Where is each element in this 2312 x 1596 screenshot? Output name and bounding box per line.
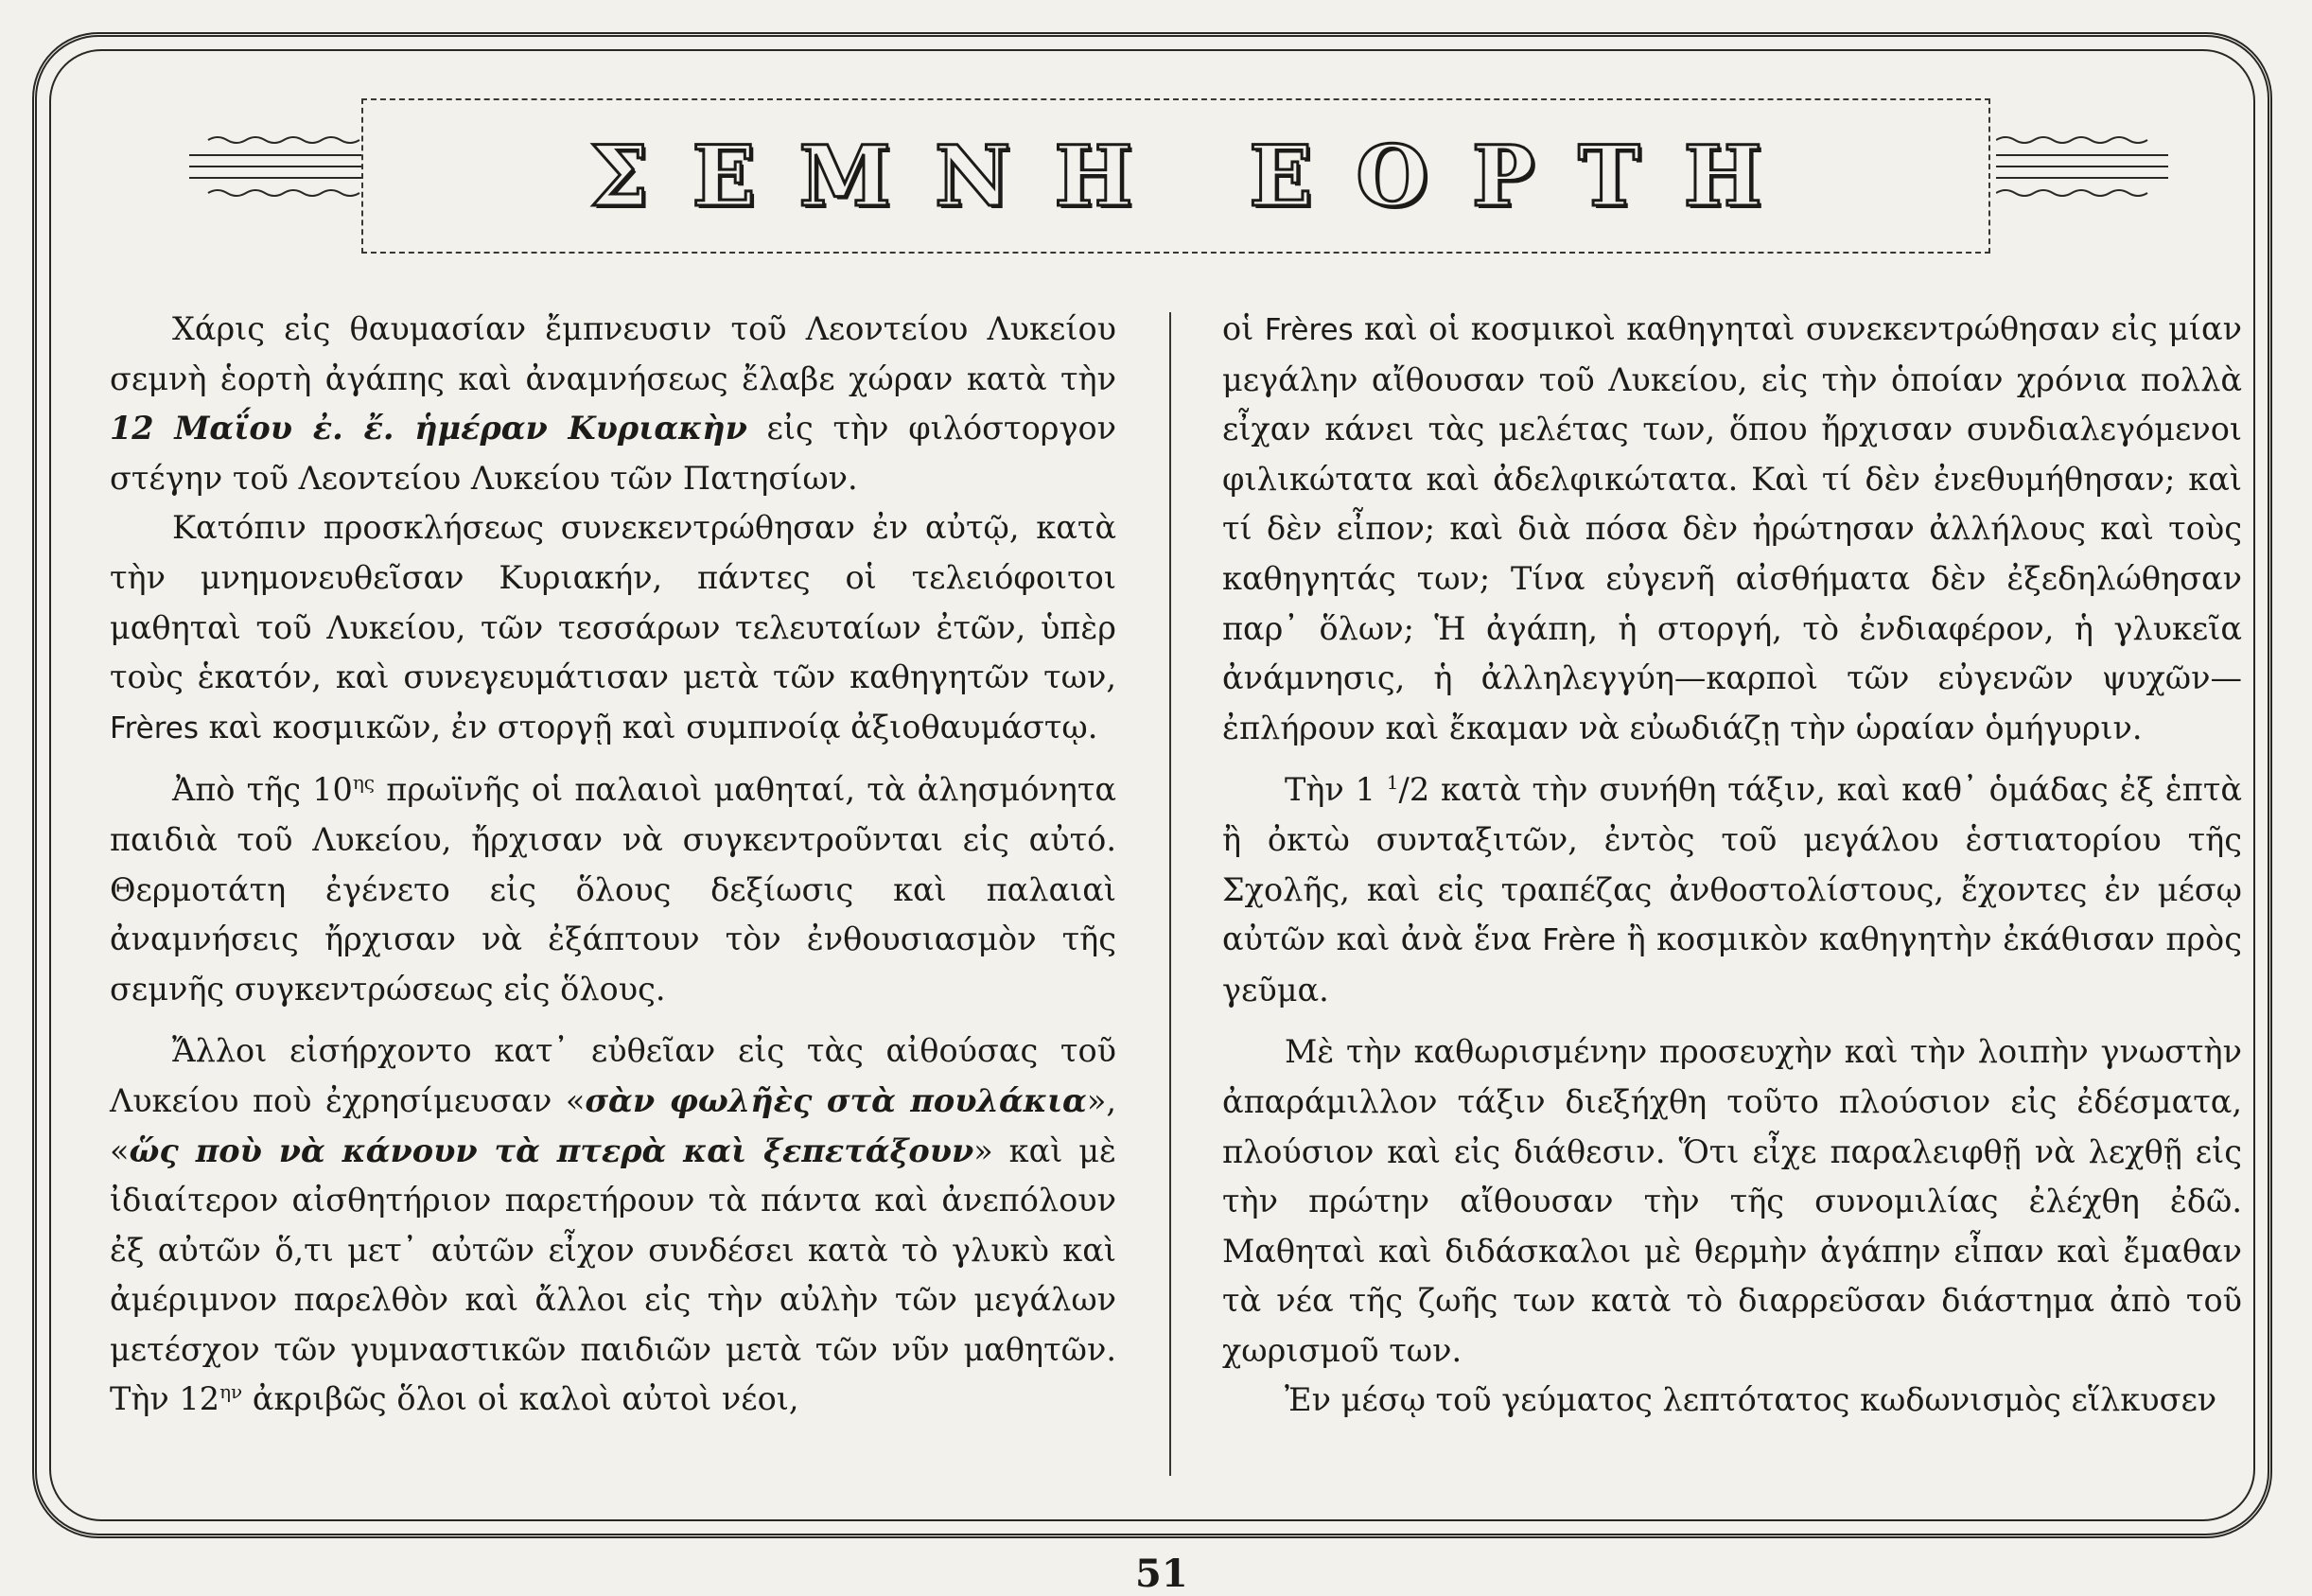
page-number: 51: [1135, 1552, 1188, 1596]
superscript: 1: [1386, 771, 1399, 795]
paragraph: [1222, 765, 2242, 1015]
paragraph: [110, 765, 1116, 1014]
page-title: ΣΕΜΝΗ ΕΟΡΤΗ: [589, 127, 1806, 225]
text-run: ἀκριβῶς ὅλοι οἱ καλοὶ αὐτοὶ νέοι,: [242, 1380, 799, 1418]
text-run: Ἄλλοι εἰσήρχοντο κατ᾽ εὐθεῖαν εἰς τὰς αἰθούσας τοῦ Λυκείου ποὺ ἐχρησίμευσαν «: [110, 1032, 1116, 1119]
paragraph: Ἐν μέσῳ τοῦ γεύματος λεπτότατος κωδωνισμὸς εἵλκυσεν: [1285, 1381, 2217, 1419]
text-run: », «: [110, 1081, 1116, 1169]
text-run: εἰς τὴν φιλόστοργον στέγην τοῦ Λεοντείου Λυκείου τῶν Πατησίων.: [110, 410, 1117, 497]
text-run: Ἀπὸ τῆς 10: [172, 771, 353, 809]
superscript: ην: [219, 1380, 243, 1404]
paragraph: [110, 305, 1116, 503]
right-column: [1222, 305, 2242, 1426]
paragraph: [110, 503, 1116, 753]
text-run: » καὶ μὲ ἰδιαίτερον αἰσθητήριον παρετήρουν τὰ πάντα καὶ ἀνεπόλουν ἐξ αὐτῶν ὅ,τι μετ᾽ αὐτῶν εἶχον συνδέσει κατὰ τὸ γλυκὺ καὶ ἀμέριμνον παρελθὸν καὶ ἄλλοι εἰς τὴν αὐλὴν τῶν μεγάλων μετέσχον τῶν γυμναστικῶν παιδιῶν μετὰ τῶν νῦν μαθητῶν. Τὴν 12: [110, 1131, 1116, 1418]
text-run-latin: Frère: [1542, 923, 1617, 958]
superscript: ης: [352, 771, 376, 795]
emphasis-quote: σὰν φωλῆὲς στὰ πουλάκια: [585, 1081, 1087, 1119]
column-divider: [1169, 312, 1171, 1476]
left-column: [110, 305, 1116, 1425]
text-run: Τὴν 1: [1285, 771, 1387, 809]
text-run: καὶ οἱ κοσμικοὶ καθηγηταὶ συνεκεντρώθησαν εἰς μίαν μεγάλην αἴθουσαν τοῦ Λυκείου, εἰς τὴν ὁποίαν χρόνια πολλὰ εἶχαν κάνει τὰς μελέτας των, ὅπου ἤρχισαν συνδιαλεγόμενοι φιλικώτατα καὶ ἀδελφικώτατα. Καὶ τί δὲν ἐνεθυμήθησαν; καὶ τί δὲν εἶπον; καὶ διὰ πόσα δὲν ἠρώτησαν ἀλλήλους καὶ τοὺς καθηγητάς των; Τίνα εὐγενῆ αἰσθήματα δὲν ἐξεδηλώθησαν παρ᾽ ὅλων; Ἡ ἀγάπη, ἡ στοργή, τὸ ἐνδιαφέρον, ἡ γλυκεῖα ἀνάμνησις, ἡ ἀλληλεγγύη—καρποὶ τῶν εὐγενῶν ψυχῶν—ἐπλήρουν καὶ ἔκαμαν νὰ εὐωδιάζῃ τὴν ὡραίαν ὁμήγυριν.: [1222, 310, 2242, 746]
title-box: [361, 98, 1990, 254]
paragraph: Μὲ τὴν καθωρισμένην προσευχὴν καὶ τὴν λοιπὴν γνωστὴν ἀπαράμιλλον τάξιν διεξήχθη τοῦτο πλούσιον εἰς ἐδέσματα, πλούσιον καὶ εἰς διάθεσιν. Ὅτι εἶχε παραλειφθῇ νὰ λεχθῇ εἰς τὴν πρώτην αἴθουσαν τὴν τῆς συνομιλίας ἐλέχθη ἐδῶ. Μαθηταὶ καὶ διδάσκαλοι μὲ θερμὴν ἀγάπην εἶπαν καὶ ἔμαθαν τὰ νέα τῆς ζωῆς των κατὰ τὸ διαρρεῦσαν διάστημα ἀπὸ τοῦ χωρισμοῦ των.: [1222, 1033, 2242, 1369]
text-run: οἱ: [1222, 310, 1265, 347]
emphasis-date: 12 Μαΐου ἐ. ἔ. ἡμέραν Κυριακὴν: [110, 410, 747, 447]
paragraph: [110, 1026, 1116, 1425]
emphasis-quote: ὥς ποὺ νὰ κάνουν τὰ πτερὰ καὶ ξεπετάξουν: [129, 1131, 974, 1169]
text-run: καὶ κοσμικῶν, ἐν στοργῇ καὶ συμπνοίᾳ ἀξιοθαυμάστῳ.: [199, 708, 1098, 745]
text-run: Χάρις εἰς θαυμασίαν ἔμπνευσιν τοῦ Λεοντείου Λυκείου σεμνὴ ἑορτὴ ἀγάπης καὶ ἀναμνήσεως ἔλαβε χώραν κατὰ τὴν: [110, 310, 1116, 397]
text-run: /2 κατὰ τὴν συνήθη τάξιν, καὶ καθ᾽ ὁμάδας ἐξ ἑπτὰ ἢ ὀκτὼ συνταξιτῶν, ἐντὸς τοῦ μεγάλου ἑστιατορίου τῆς Σχολῆς, καὶ εἰς τραπέζας ἀνθοστολίστους, ἔχοντες ἐν μέσῳ αὐτῶν καὶ ἀνὰ ἕνα: [1222, 771, 2242, 958]
paragraph: [1222, 305, 2242, 753]
title-ornament-right: [1996, 123, 2168, 218]
text-run: ἢ κοσμικὸν καθηγητὴν ἐκάθισαν πρὸς γεῦμα.: [1222, 921, 2242, 1008]
text-run: Κατόπιν προσκλήσεως συνεκεντρώθησαν ἐν αὐτῷ, κατὰ τὴν μνημονευθεῖσαν Κυριακήν, πάντες οἱ τελειόφοιτοι μαθηταὶ τοῦ Λυκείου, τῶν τεσσάρων τελευταίων ἐτῶν, ὑπὲρ τοὺς ἑκατόν, καὶ συνεγευμάτισαν μετὰ τῶν καθηγητῶν των,: [110, 509, 1116, 696]
text-run-latin: Frères: [110, 710, 199, 745]
title-ornament-left: [189, 123, 361, 218]
text-run-latin: Frères: [1264, 313, 1354, 347]
text-run: πρωϊνῆς οἱ παλαιοὶ μαθηταί, τὰ ἀλησμόνητα παιδιὰ τοῦ Λυκείου, ἤρχισαν νὰ συγκεντροῦνται εἰς αὐτό. Θερμοτάτη ἐγένετο εἰς ὅλους δεξίωσις καὶ παλαιαὶ ἀναμνήσεις ἤρχισαν νὰ ἐξάπτουν τὸν ἐνθουσιασμὸν τῆς σεμνῆς συγκεντρώσεως εἰς ὅλους.: [110, 771, 1117, 1008]
